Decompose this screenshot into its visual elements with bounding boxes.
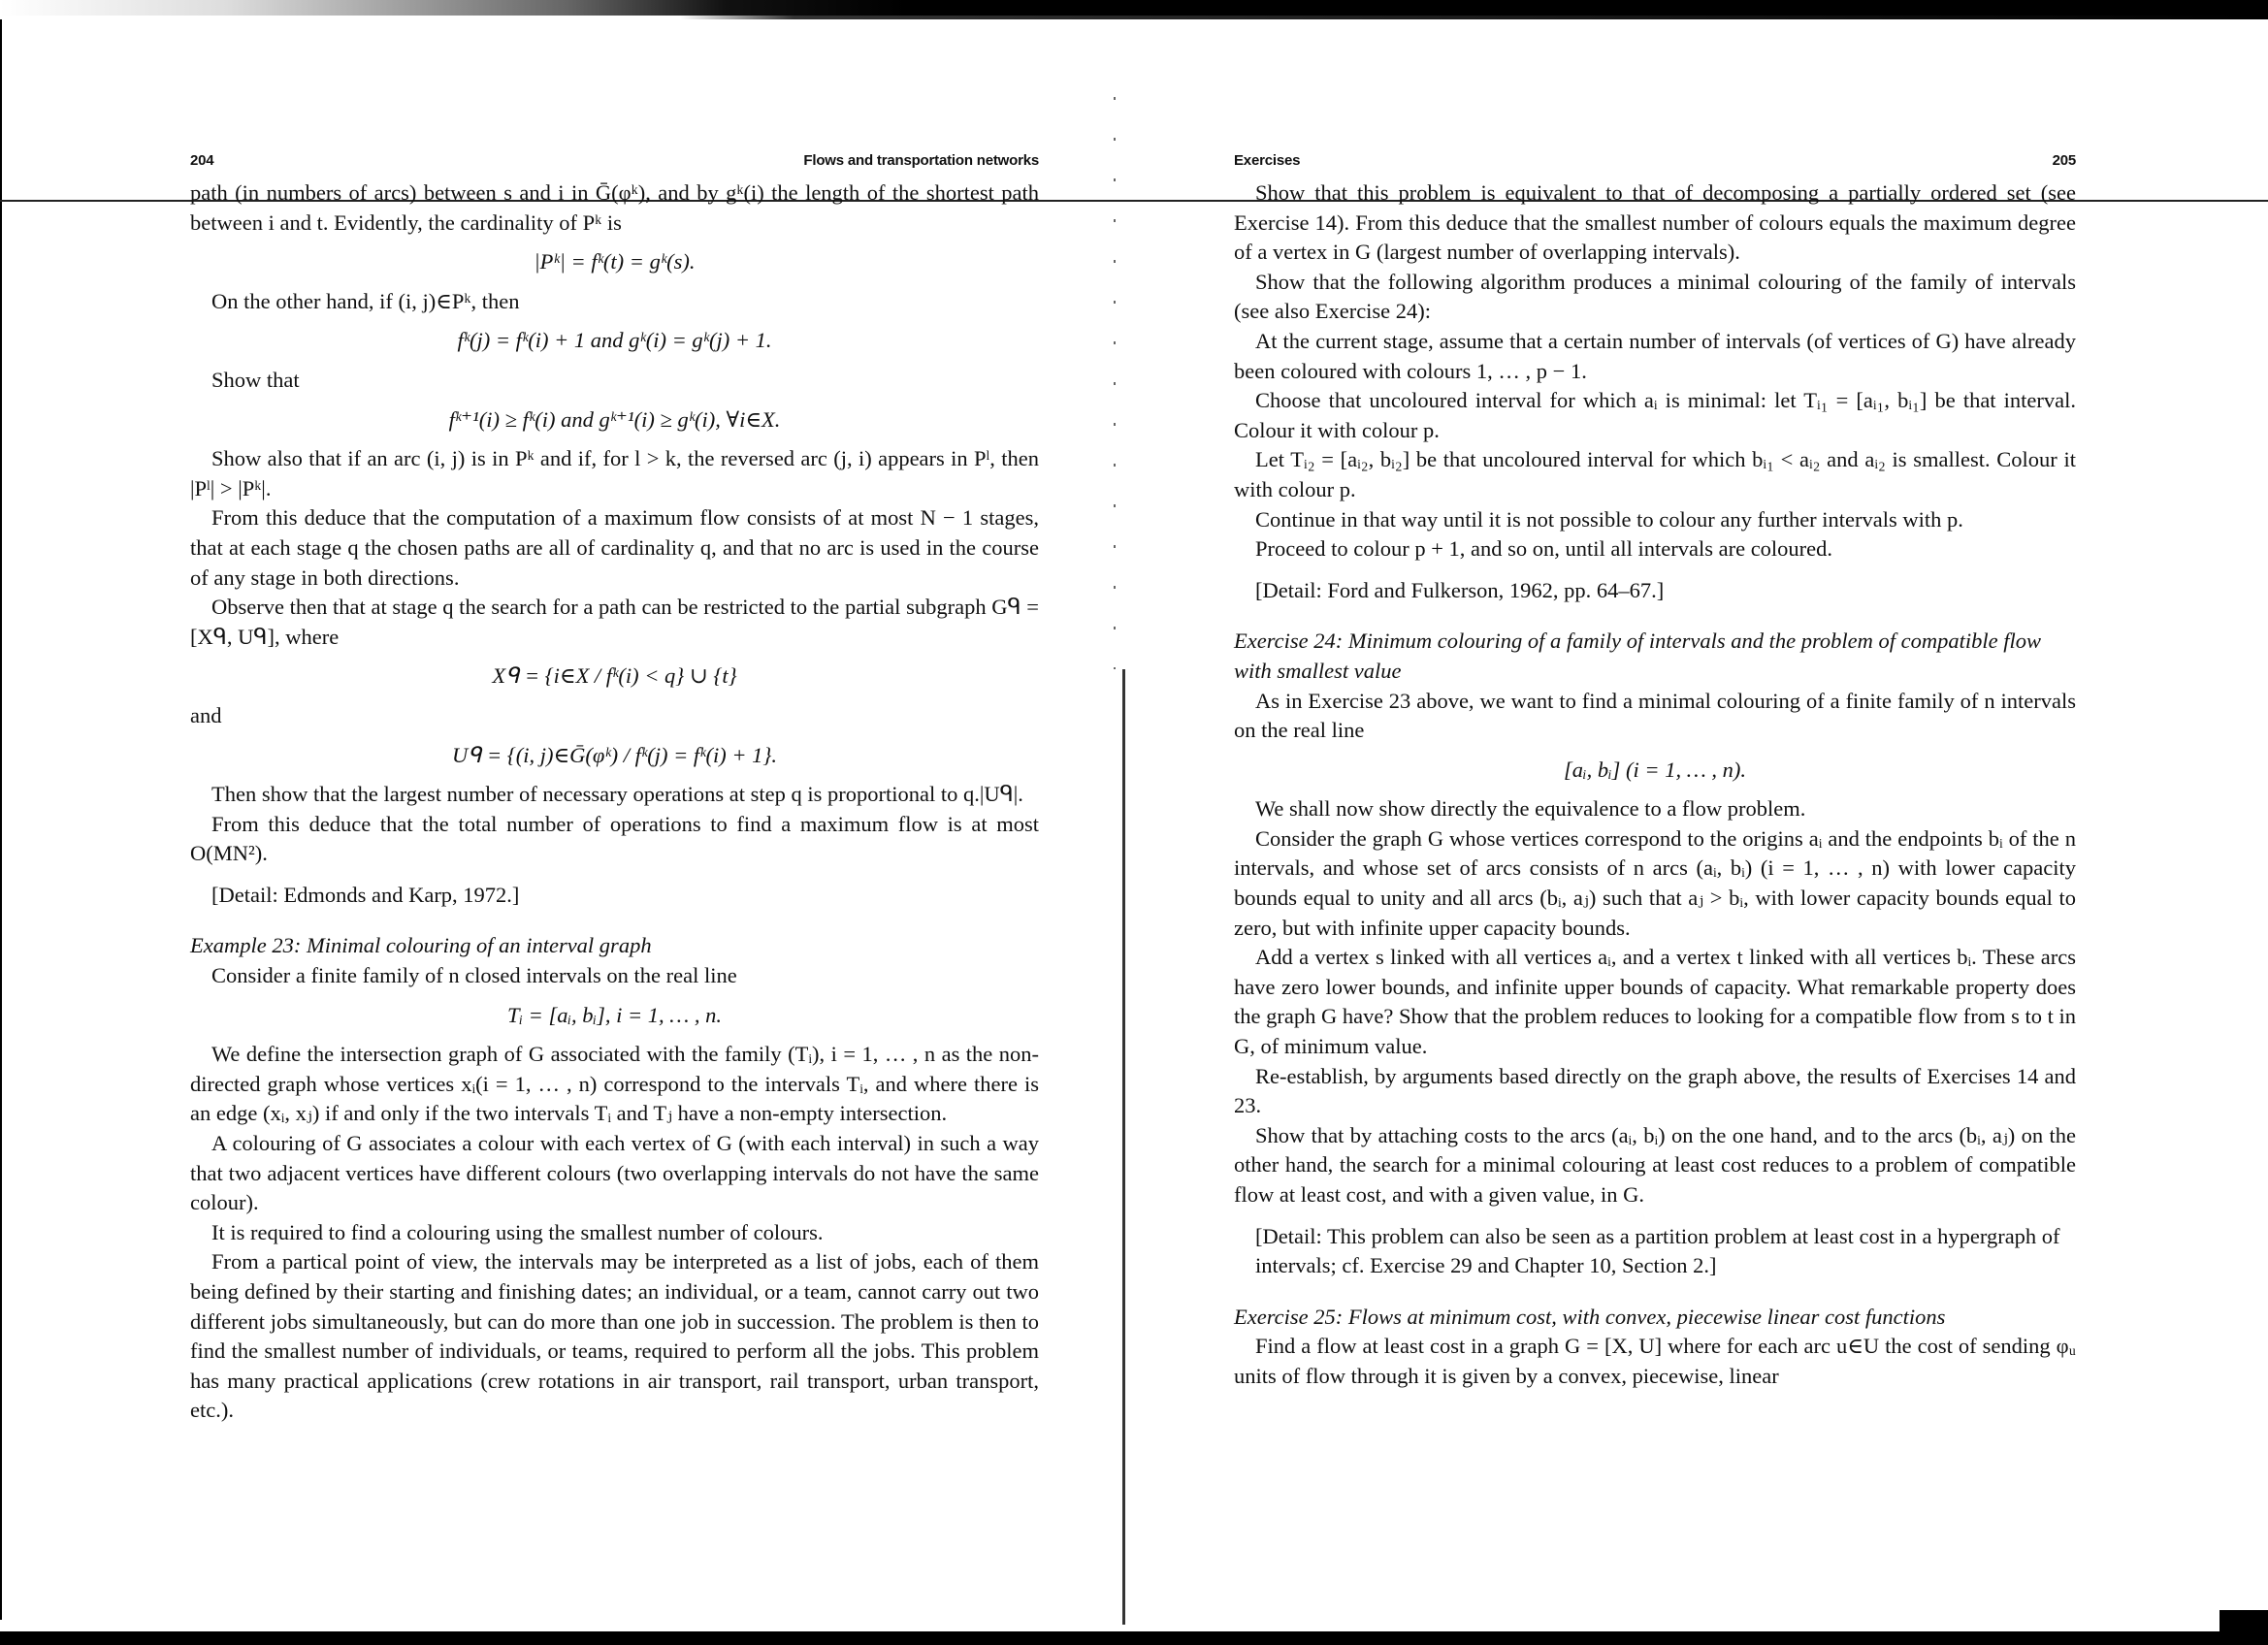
paragraph: Consider the graph G whose vertices correspond to the origins aᵢ and the endpoints bᵢ of the n intervals, and whose set of arcs consists of n arcs (aᵢ, bᵢ) (i = 1, … , n) with lower capacity bounds equal to unity and all arcs (bᵢ, aⱼ) such that aⱼ > bᵢ, with lower capacity bounds equal to zero, but with infinite upper capacity bounds. [1234, 825, 2076, 940]
paragraph: Continue in that way until it is not possible to colour any further intervals with p. [1255, 506, 1963, 532]
exercise-heading: Exercise 24: Minimum colouring of a family of intervals and the problem of compatible flow with smallest value [1234, 629, 2041, 683]
equation: Xᑫ = {i∈X / fᵏ(i) < q} ∪ {t} [492, 663, 737, 689]
paragraph: At the current stage, assume that a certain number of intervals (of vertices of G) have already been coloured with colours 1, … , p − 1. [1234, 328, 2076, 383]
paragraph: and [190, 702, 222, 727]
equation: |Pᵏ| = fᵏ(t) = gᵏ(s). [534, 249, 696, 274]
page-number: 204 [190, 152, 214, 169]
scan-bottom-border [0, 1631, 2268, 1645]
paragraph: It is required to find a colouring using the smallest number of colours. [211, 1219, 824, 1244]
paragraph: From a partical point of view, the intervals may be interpreted as a list of jobs, each of them being defined by their starting and finishing dates; an individual, or a team, cannot carry out two different jobs simultaneously, but can do more than one job in succession. The problem is then to find the smallest number of individuals, or teams, required to perform all the jobs. This problem has many practical applications (crew rotations in air transport, rail transport, urban transport, etc.). [190, 1249, 1039, 1423]
paragraph: Show that the following algorithm produces a minimal colouring of the family of intervals (see also Exercise 24): [1234, 269, 2076, 324]
paragraph: Show that by attaching costs to the arcs (aᵢ, bᵢ) on the one hand, and to the arcs (bᵢ, aⱼ) on the other hand, the search for a minimal colouring at least cost reduces to a problem of compatible flow at least cost, and with a given value, in G. [1234, 1122, 2076, 1207]
page-body [190, 178, 1039, 1426]
running-header [190, 136, 1039, 169]
scan-left-edge [0, 19, 2, 1620]
equation: fᵏ⁺¹(i) ≥ fᵏ(i) and gᵏ⁺¹(i) ≥ gᵏ(i), ∀i∈X. [448, 406, 781, 432]
paragraph: We shall now show directly the equivalence to a flow problem. [1255, 796, 1806, 822]
paragraph: Let Tᵢ₂ = [aᵢ₂, bᵢ₂] be that uncoloured interval for which bᵢ₁ < aᵢ₂ and aᵢ₂ is smallest. Colour it with colour p. [1234, 447, 2076, 501]
equation: fᵏ(j) = fᵏ(i) + 1 and gᵏ(i) = gᵏ(j) + 1. [457, 328, 772, 353]
equation: Tᵢ = [aᵢ, bᵢ], i = 1, … , n. [506, 1002, 723, 1027]
paragraph: Add a vertex s linked with all vertices aᵢ, and a vertex t linked with all vertices bᵢ. These arcs have zero lower bounds, and infinite upper bounds of capacity. What remarkable property does the graph G have? Show that the problem reduces to looking for a compatible flow from s to t in G, of minimum value. [1234, 945, 2076, 1059]
paragraph: On the other hand, if (i, j)∈Pᵏ, then [211, 288, 520, 313]
scan-top-shadow [0, 16, 2268, 19]
right-page [1234, 136, 2076, 1392]
paragraph: From this deduce that the total number of operations to find a maximum flow is at most O(MN²). [190, 811, 1039, 866]
running-head: Exercises [1234, 152, 1301, 169]
paragraph: path (in numbers of arcs) between s and i in Ḡ(φᵏ), and by gᵏ(i) the length of the shortest path between i and t. Evidently, the cardinality of Pᵏ is [190, 180, 1039, 235]
running-head: Flows and transportation networks [803, 152, 1039, 169]
book-gutter-marks [1114, 97, 1116, 669]
scan-top-border [0, 0, 2268, 16]
paragraph: Re-establish, by arguments based directly on the graph above, the results of Exercises 14 and 23. [1234, 1063, 2076, 1118]
paragraph: Choose that uncoloured interval for which aᵢ is minimal: let Tᵢ₁ = [aᵢ₁, bᵢ₁] be that interval. Colour it with colour p. [1234, 388, 2076, 442]
page-body [1234, 178, 2076, 1392]
paragraph: We define the intersection graph of G associated with the family (Tᵢ), i = 1, … , n as the non-directed graph whose vertices xᵢ(i = 1, … , n) correspond to the intervals Tᵢ, and where there is an edge (xᵢ, xⱼ) if and only if the two intervals Tᵢ and Tⱼ have a non-empty intersection. [190, 1042, 1039, 1126]
paragraph: From this deduce that the computation of a maximum flow consists of at most N − 1 stages, that at each stage q the chosen paths are all of cardinality q, and that no arc is used in the course of any stage in both directions. [190, 505, 1039, 590]
equation: Uᑫ = {(i, j)∈Ḡ(φᵏ) / fᵏ(j) = fᵏ(i) + 1}. [451, 742, 778, 767]
paragraph: As in Exercise 23 above, we want to find a minimal colouring of a finite family of n intervals on the real line [1234, 688, 2076, 743]
paragraph: A colouring of G associates a colour with each vertex of G (with each interval) in such a way that two adjacent vertices have different colours (two overlapping intervals do not have the same colour). [190, 1131, 1039, 1215]
paragraph: Show that [211, 367, 300, 392]
scan-bottom-corner [2219, 1610, 2268, 1633]
paragraph: Show that this problem is equivalent to that of decomposing a partially ordered set (see Exercise 14). From this deduce that the smallest number of colours equals the maximum degree of a vertex in G (largest number of overlapping intervals). [1234, 180, 2076, 265]
running-header [1234, 136, 2076, 169]
exercise-heading: Example 23: Minimal colouring of an interval graph [190, 933, 652, 958]
detail-reference: [Detail: Ford and Fulkerson, 1962, pp. 64–67.] [1255, 577, 1665, 602]
page-number: 205 [2052, 152, 2076, 169]
paragraph: Find a flow at least cost in a graph G = [X, U] where for each arc u∈U the cost of sending φᵤ units of flow through it is given by a convex, piecewise, linear [1234, 1334, 2076, 1388]
paragraph: Show also that if an arc (i, j) is in Pᵏ and if, for l > k, the reversed arc (j, i) appears in Pˡ, then |Pˡ| > |Pᵏ|. [190, 446, 1039, 500]
detail-reference: [Detail: This problem can also be seen as a partition problem at least cost in a hypergraph of intervals; cf. Exercise 29 and Chapter 10, Section 2.] [1255, 1223, 2060, 1278]
book-gutter [1122, 669, 1125, 1625]
paragraph: Proceed to colour p + 1, and so on, until all intervals are coloured. [1255, 536, 1833, 562]
detail-reference: [Detail: Edmonds and Karp, 1972.] [211, 882, 520, 907]
equation: [aᵢ, bᵢ] (i = 1, … , n). [1564, 757, 1746, 782]
paragraph: Then show that the largest number of necessary operations at step q is proportional to q.|Uᑫ|. [211, 782, 1023, 807]
paragraph: Observe then that at stage q the search for a path can be restricted to the partial subgraph Gᑫ = [Xᑫ, Uᑫ], where [190, 595, 1039, 649]
left-page [190, 136, 1039, 1426]
exercise-heading: Exercise 25: Flows at minimum cost, with convex, piecewise linear cost functions [1234, 1304, 1946, 1329]
paragraph: Consider a finite family of n closed intervals on the real line [211, 963, 737, 988]
